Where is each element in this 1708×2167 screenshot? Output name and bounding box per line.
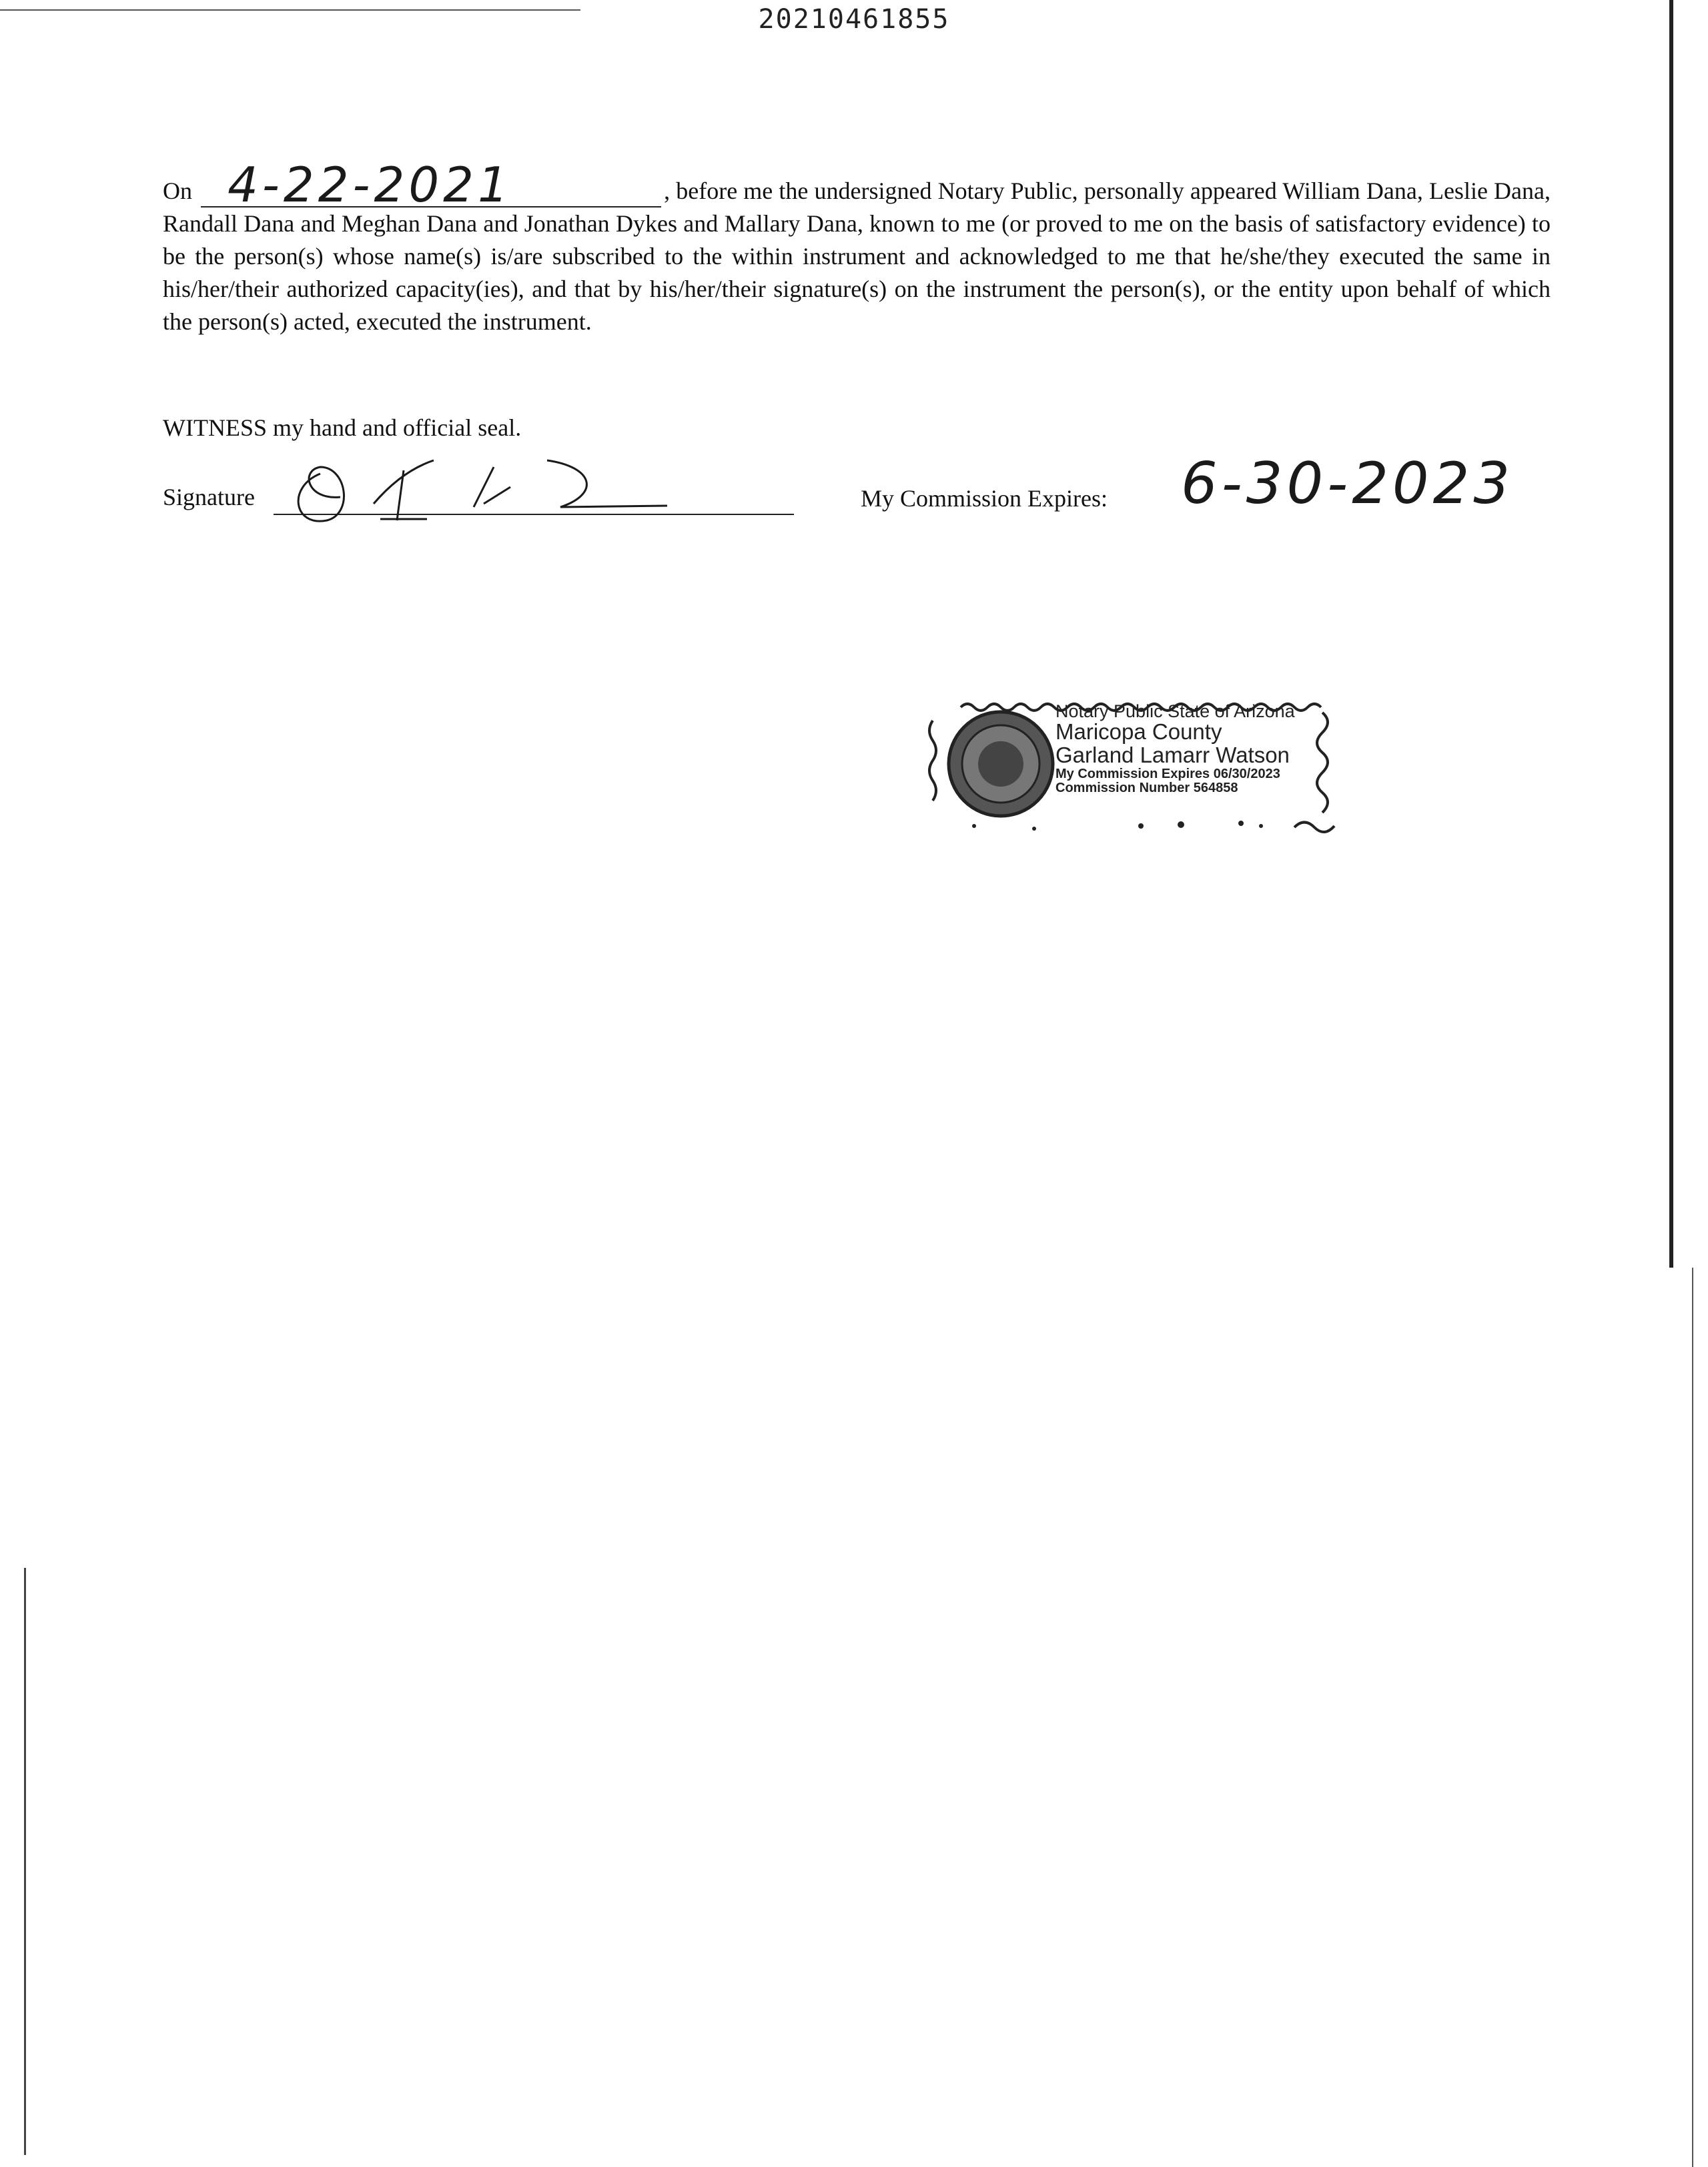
- handwritten-date: 4-22-2021: [228, 157, 512, 213]
- signature-label: Signature: [163, 484, 255, 510]
- stamp-line-county: Maricopa County: [1055, 719, 1222, 745]
- stamp-line-title: Notary Public State of Arizona: [1055, 701, 1295, 721]
- commission-handwritten-date: 6-30-2023: [1181, 450, 1515, 517]
- ack-prefix: On: [163, 177, 192, 204]
- acknowledgment-paragraph: [163, 157, 1551, 338]
- date-blank: [201, 157, 661, 213]
- witness-line: WITNESS my hand and official seal.: [163, 414, 522, 441]
- handwritten-signature: [280, 440, 681, 540]
- stamp-line-expires: My Commission Expires 06/30/2023: [1055, 766, 1280, 781]
- scan-edge-left: [24, 1568, 26, 2155]
- scan-edge-right: [1669, 0, 1673, 1268]
- stamp-line-name: Garland Lamarr Watson: [1055, 742, 1290, 767]
- document-number: 20210461855: [758, 4, 950, 35]
- commission-label: My Commission Expires:: [861, 485, 1108, 512]
- stamp-text: [1055, 702, 1295, 795]
- scan-edge-right-lower: [1692, 1268, 1693, 2167]
- ack-body: , before me the undersigned Notary Public, personally appeared William Dana, Leslie Dana, Randall Dana and Meghan Dana and Jonathan Dykes and Mallary Dana, known to me (or proved to me on the basis of satisfactory evidence) to be the person(s) whose name(s) is/are subscribed to the within instrument and acknowledged to me that he/she/they executed the same in his/her/their authorized capacity(ies), and that by his/her/their signature(s) on the instrument the person(s), or the entity upon behalf of which the person(s) acted, executed the instrument.: [163, 177, 1551, 335]
- stamp-line-number: Commission Number 564858: [1055, 780, 1238, 795]
